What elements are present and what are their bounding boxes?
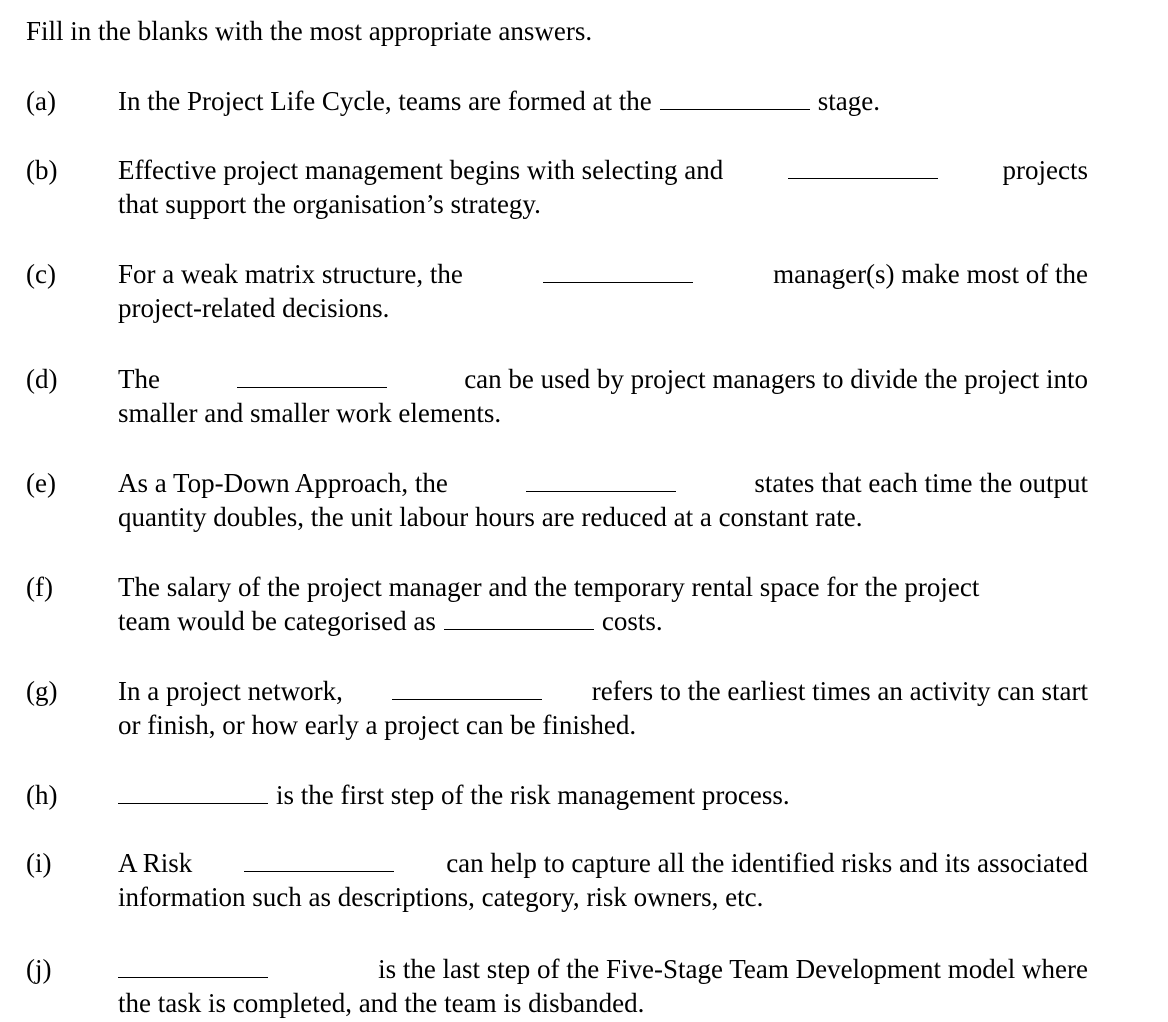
question-label: (a) (26, 86, 56, 116)
question-text: that support the organisation’s strategy. (118, 189, 541, 219)
question-text: is the last step of the Five-Stage Team Development model where (378, 954, 1088, 984)
question-text: Effective project management begins with selecting and (118, 155, 724, 185)
answer-blank[interactable] (526, 467, 676, 492)
question-text: team would be categorised as (118, 606, 436, 636)
question-label: (i) (26, 848, 52, 878)
question-text: or finish, or how early a project can be finished. (118, 710, 637, 740)
question-text: projects (1002, 155, 1088, 185)
answer-blank[interactable] (788, 154, 938, 179)
question-label: (g) (26, 676, 58, 706)
question-text: information such as descriptions, category, risk owners, etc. (118, 882, 764, 912)
question-label: (c) (26, 259, 56, 289)
question-text: In a project network, (118, 676, 343, 706)
question-text: manager(s) make most of the (773, 259, 1088, 289)
question-text: The (118, 364, 160, 394)
question-text: can help to capture all the identified risks and its associated (446, 848, 1088, 878)
question-text: stage. (817, 86, 881, 116)
question-text: can be used by project managers to divide the project into (464, 364, 1088, 394)
answer-blank[interactable] (244, 847, 394, 872)
question-text: In the Project Life Cycle, teams are formed at the (118, 86, 652, 116)
question-text: For a weak matrix structure, the (118, 259, 463, 289)
question-label: (h) (26, 780, 58, 810)
question-text: The salary of the project manager and the temporary rental space for the project (118, 572, 980, 602)
question-text: As a Top-Down Approach, the (118, 468, 448, 498)
question-text: refers to the earliest times an activity can start (591, 676, 1088, 706)
answer-blank[interactable] (118, 779, 268, 804)
question-text: the task is completed, and the team is disbanded. (118, 988, 645, 1018)
question-text: smaller and smaller work elements. (118, 398, 502, 428)
question-label: (b) (26, 155, 58, 185)
answer-blank[interactable] (660, 85, 810, 110)
answer-blank[interactable] (118, 953, 268, 978)
question-label: (j) (26, 954, 52, 984)
question-text: states that each time the output (754, 468, 1088, 498)
question-text: is the first step of the risk management process. (276, 780, 790, 810)
answer-blank[interactable] (392, 675, 542, 700)
question-text: quantity doubles, the unit labour hours are reduced at a constant rate. (118, 502, 863, 532)
answer-blank[interactable] (444, 605, 594, 630)
question-text: A Risk (118, 848, 193, 878)
instruction-text: Fill in the blanks with the most appropriate answers. (26, 16, 593, 46)
answer-blank[interactable] (237, 363, 387, 388)
question-label: (d) (26, 364, 58, 394)
question-label: (f) (26, 572, 53, 602)
question-text: project-related decisions. (118, 293, 390, 323)
question-text: costs. (601, 606, 663, 636)
answer-blank[interactable] (543, 258, 693, 283)
question-label: (e) (26, 468, 56, 498)
